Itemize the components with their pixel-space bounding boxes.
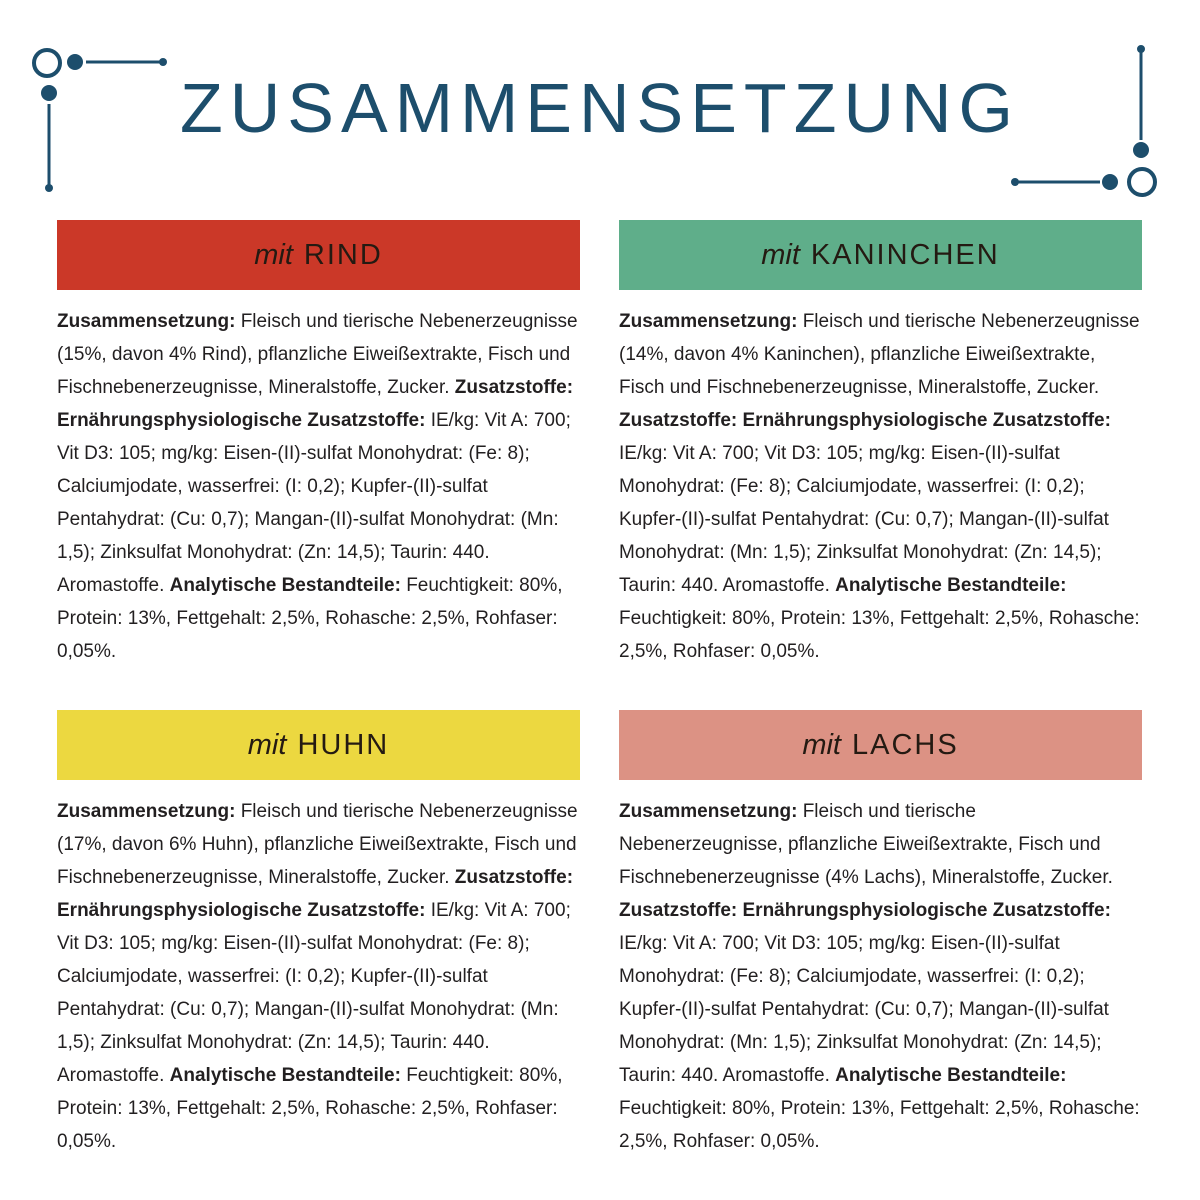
variant-prefix: mit xyxy=(761,238,800,271)
page-title: ZUSAMMENSETZUNG xyxy=(180,69,1020,147)
variant-prefix: mit xyxy=(247,728,287,761)
composition-text-kaninchen: Zusammensetzung: Fleisch und tierische Nebenerzeugnisse (14%, davon 4% Kaninchen), pflanzliche Eiweißextrakte, Fisch und Fischnebenerzeugnisse, Mineralstoffe, Zucker. Zusatzstoffe: Ernährungsphysiologische Zusatzstoffe: IE/kg: Vit A: 700; Vit D3: 105; mg/kg: Eisen-(II)-sulfat Monohydrat: (Fe: 8); Calciumjodate, wasserfrei: (I: 0,2); Kupfer-(II)-sulfat Pentahydrat: (Cu: 0,7); Mangan-(II)-sulfat Monohydrat: (Mn: 1,5); Zinksulfat Monohydrat: (Zn: 14,5); Taurin: 440. Aromastoffe. Analytische Bestandteile: Feuchtigkeit: 80%, Protein: 13%, Fettgehalt: 2,5%, Rohasche: 2,5%, Rohfaser: 0,05%. xyxy=(619,311,1140,662)
header-bar-huhn xyxy=(57,710,580,780)
composition-text-lachs: Zusammensetzung: Fleisch und tierische Nebenerzeugnisse, pflanzliche Eiweißextrakte, Fisch und Fischnebenerzeugnisse (4% Lachs), Mineralstoffe, Zucker. Zusatzstoffe: Ernährungsphysiologische Zusatzstoffe: IE/kg: Vit A: 700; Vit D3: 105; mg/kg: Eisen-(II)-sulfat Monohydrat: (Fe: 8); Calciumjodate, wasserfrei: (I: 0,2); Kupfer-(II)-sulfat Pentahydrat: (Cu: 0,7); Mangan-(II)-sulfat Monohydrat: (Mn: 1,5); Zinksulfat Monohydrat: (Zn: 14,5); Taurin: 440. Aromastoffe. Analytische Bestandteile: Feuchtigkeit: 80%, Protein: 13%, Fettgehalt: 2,5%, Rohasche: 2,5%, Rohfaser: 0,05%. xyxy=(619,801,1140,1152)
block-kaninchen xyxy=(619,220,1142,668)
block-huhn xyxy=(57,710,580,1158)
block-lachs xyxy=(619,710,1142,1158)
header-bar-kaninchen xyxy=(619,220,1142,290)
variant-prefix: mit xyxy=(254,238,293,271)
composition-text-huhn: Zusammensetzung: Fleisch und tierische Nebenerzeugnisse (17%, davon 6% Huhn), pflanzliche Eiweißextrakte, Fisch und Fischnebenerzeugnisse, Mineralstoffe, Zucker. Zusatzstoffe: Ernährungsphysiologische Zusatzstoffe: IE/kg: Vit A: 700; Vit D3: 105; mg/kg: Eisen-(II)-sulfat Monohydrat: (Fe: 8); Calciumjodate, wasserfrei: (I: 0,2); Kupfer-(II)-sulfat Pentahydrat: (Cu: 0,7); Mangan-(II)-sulfat Monohydrat: (Mn: 1,5); Zinksulfat Monohydrat: (Zn: 14,5); Taurin: 440. Aromastoffe. Analytische Bestandteile: Feuchtigkeit: 80%, Protein: 13%, Fettgehalt: 2,5%, Rohasche: 2,5%, Rohfaser: 0,05%. xyxy=(57,801,578,1152)
variant-name-lachs: LACHS xyxy=(851,728,959,761)
variant-name-huhn: HUHN xyxy=(297,728,390,761)
variant-prefix: mit xyxy=(802,728,841,761)
composition-text-rind: Zusammensetzung: Fleisch und tierische Nebenerzeugnisse (15%, davon 4% Rind), pflanzliche Eiweißextrakte, Fisch und Fischnebenerzeugnisse, Mineralstoffe, Zucker. Zusatzstoffe: Ernährungsphysiologische Zusatzstoffe: IE/kg: Vit A: 700; Vit D3: 105; mg/kg: Eisen-(II)-sulfat Monohydrat: (Fe: 8); Calciumjodate, wasserfrei: (I: 0,2); Kupfer-(II)-sulfat Pentahydrat: (Cu: 0,7); Mangan-(II)-sulfat Monohydrat: (Mn: 1,5); Zinksulfat Monohydrat: (Zn: 14,5); Taurin: 440. Aromastoffe. Analytische Bestandteile: Feuchtigkeit: 80%, Protein: 13%, Fettgehalt: 2,5%, Rohasche: 2,5%, Rohfaser: 0,05%. xyxy=(57,311,578,662)
variant-name-kaninchen: KANINCHEN xyxy=(810,238,1000,271)
header-bar-rind xyxy=(57,220,580,290)
block-rind xyxy=(57,220,580,668)
variant-name-rind: RIND xyxy=(303,238,383,271)
header-bar-lachs xyxy=(619,710,1142,780)
